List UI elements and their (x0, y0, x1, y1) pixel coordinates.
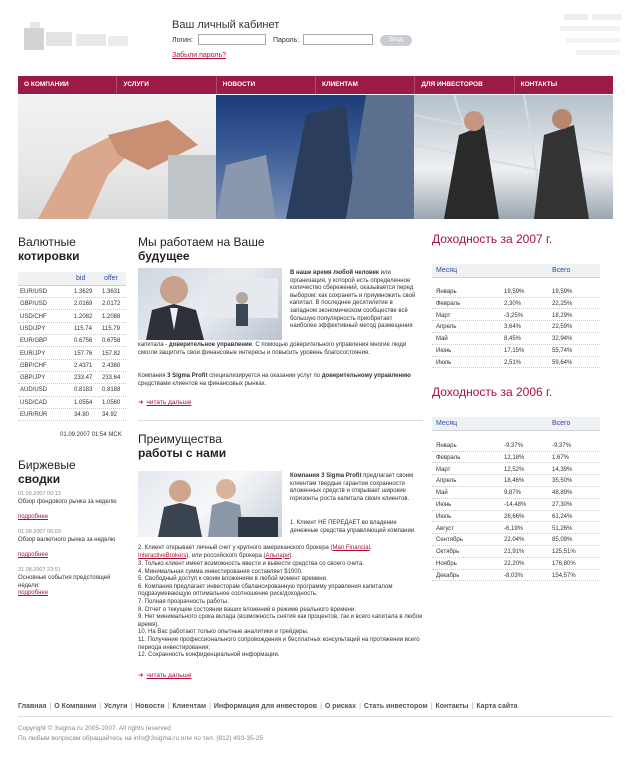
footer-link[interactable]: Главная (18, 703, 47, 710)
yield-value: -9,37% (504, 443, 524, 449)
advantages-title: Преимущества работы с нами (138, 432, 227, 460)
yield-month: Октябрь (436, 549, 460, 556)
handshake-image (18, 95, 216, 219)
yield-row (432, 453, 600, 464)
footer-separator: | (49, 703, 52, 710)
yield-total: 61,24% (552, 513, 573, 520)
future-paragraph-2: Компания 3 Sigma Profit специализируется на оказании услуг по доверительному управлению средствами клиентов на финансовых рынках. (138, 373, 411, 387)
yield-month: Июнь (436, 502, 452, 508)
rates-pair: GBP/CHF (20, 362, 47, 369)
rates-offer: 0.6758 (102, 338, 121, 345)
yield-value: 22,04% (504, 537, 525, 544)
yield-month: Июль (436, 513, 452, 520)
footer-link[interactable]: Стать инвестором (363, 703, 428, 710)
footer-separator: | (471, 703, 474, 710)
rates-offer: 2.4380 (102, 362, 121, 369)
yield-col-month: Месяц (436, 420, 458, 427)
footer-separator: | (167, 703, 170, 710)
footer-link[interactable]: О Компании (54, 703, 97, 710)
footer-divider (18, 716, 613, 717)
yield-total: 176,80% (552, 561, 576, 567)
yield-value: -3,25% (504, 312, 524, 319)
footer-separator: | (99, 703, 102, 710)
footer-link[interactable]: Новости (135, 703, 165, 710)
rates-pair: EUR/JPY (20, 350, 46, 357)
yield-total: 27,30% (552, 502, 573, 508)
main-nav (18, 76, 613, 94)
yield-value: -8,03% (504, 572, 524, 579)
news-text: Обзор валютного рынка за неделю (18, 537, 116, 543)
personal-cabinet-title: Ваш личный кабинет (172, 19, 280, 31)
future-lead: В наше время любой человек или организация, у которой есть определенное количество сбережений, оказывается перед выбором: как сохранить и приумножить свой капитал. В последнее десятилетие в западном экономическом сообществе всё большую популярность приобретает наиболее эффективный метод размещения (290, 270, 416, 330)
news-text: Основные события предстоящей недели: (18, 575, 111, 589)
yield-total: 14,39% (552, 466, 573, 473)
businessman-photo (138, 268, 282, 340)
yield-value: 3,64% (504, 324, 522, 331)
footer-separator: | (320, 703, 322, 710)
yield-value: 9,87% (504, 490, 522, 497)
yield-total: 125,51% (552, 549, 576, 556)
rates-pair: EUR/RUR (20, 412, 48, 418)
nav-item-about[interactable]: О КОМПАНИИ (24, 81, 69, 88)
yield-row (432, 524, 600, 535)
rates-row (18, 349, 126, 360)
yield-month: Сентябрь (436, 537, 463, 544)
yield-month: Март (436, 312, 451, 319)
rates-bid: 1.2082 (74, 313, 93, 320)
rates-bid: 0.6756 (74, 338, 93, 345)
yield-value: 12,52% (504, 466, 525, 473)
yield-total: 1,67% (552, 454, 570, 461)
rates-pair: USD/CAD (20, 399, 48, 406)
yield-month: Май (436, 336, 448, 343)
yield-row (432, 346, 600, 357)
rates-bid: 1.3629 (74, 289, 93, 295)
footer-nav (18, 703, 518, 710)
rates-row (18, 312, 126, 323)
advantages-item: 8. Отчет о текущем состоянии ваших вложений в режиме реального времени. (138, 606, 357, 613)
news-date: 31.08.2007 23:51 (18, 567, 61, 573)
yield-total: 59,64% (552, 359, 573, 366)
company-logo[interactable] (22, 18, 134, 58)
news-date: 01.09.2007 00:13 (18, 491, 61, 497)
rates-row (18, 324, 126, 335)
rates-row (18, 287, 126, 298)
news-more-link[interactable]: подробнее (18, 552, 49, 558)
yield-row (432, 512, 600, 523)
rates-header (18, 272, 126, 286)
advantages-list (138, 561, 423, 660)
news-title: Биржевые сводки (18, 458, 76, 486)
footer-link[interactable]: О рисках (324, 703, 357, 710)
yield-value: 19,59% (504, 289, 525, 295)
header-decoration (556, 14, 626, 58)
advantages-item: 9. Нет минимального срока вклада (возможность снятия как процентов, так и всего капитала в любое время). (138, 614, 423, 628)
rates-offer: 34.92 (102, 412, 118, 418)
yield-total: -9,37% (552, 443, 572, 449)
yield-month: Июль (436, 359, 452, 366)
advantages-item-1: 1. Клиент НЕ ПЕРЕДАЕТ во владение денежные средства управляющей компании. (290, 520, 416, 534)
yield-value: 12,18% (504, 454, 525, 461)
section-divider (138, 420, 423, 421)
rates-row (18, 299, 126, 310)
banner (18, 95, 613, 219)
rates-bid: 0.8183 (74, 387, 93, 394)
rates-bid: 115.74 (74, 325, 92, 332)
rates-offer: 1.3631 (102, 289, 121, 295)
yield-total: 85,09% (552, 537, 573, 544)
team-photo (138, 471, 282, 537)
yield-value: 18,46% (504, 478, 525, 485)
yield-month: Февраль (436, 454, 461, 461)
news-more-link[interactable]: подробнее (18, 590, 49, 596)
forgot-password-link[interactable]: Забыли пароль? (172, 52, 227, 59)
yield-month: Декабрь (436, 572, 460, 579)
yield-value: 2,30% (504, 300, 522, 307)
yield-2007-header (432, 264, 600, 278)
yield-row (432, 441, 600, 452)
advantages-item: 4. Минимальная сумма инвестирования составляет $1000. (138, 568, 303, 575)
yield-row (432, 465, 600, 476)
rates-row (18, 398, 126, 409)
rates-title: Валютные котировки (18, 235, 80, 263)
yield-col-total: Всего (552, 420, 571, 427)
copyright: Copyright © 3sigma.ru 2005-2007. All rights reserved (18, 725, 171, 732)
yield-total: 48,89% (552, 490, 573, 497)
rates-row (18, 373, 126, 384)
advantages-item-2: 2. Клиент открывает личный счет у крупного американского брокера (Man Financial, InteractiveBrokers), или российского брокера (Альпари). (138, 545, 372, 559)
yield-month: Апрель (436, 478, 457, 485)
yield-row (432, 287, 600, 298)
interactivebrokers-link[interactable]: InteractiveBrokers (138, 552, 187, 559)
yield-row (432, 500, 600, 511)
yield-total: 51,26% (552, 525, 573, 532)
yield-row (432, 476, 600, 487)
rates-offer: 1.2088 (102, 313, 121, 320)
yield-total: 19,59% (552, 289, 573, 295)
alpari-link[interactable]: Альпари (265, 552, 290, 559)
advantages-item: 7. Полная прозрачность работы. (138, 598, 229, 605)
rates-pair: USD/CHF (20, 313, 47, 320)
rates-bid: 34.80 (74, 412, 90, 418)
footer-link[interactable]: Услуги (104, 703, 128, 710)
yield-row (432, 488, 600, 499)
password-input[interactable] (303, 34, 373, 45)
rates-bid: 2.0169 (74, 301, 93, 308)
yield-total: 18,29% (552, 312, 573, 319)
footer-link[interactable]: Клиентам (172, 703, 207, 710)
nav-item-services[interactable]: УСЛУГИ (116, 76, 215, 94)
rates-pair: USD/JPY (20, 325, 46, 332)
yield-row (432, 535, 600, 546)
rates-col-offer: offer (104, 275, 118, 282)
rates-date: 01.09.2007 01:54 MCK (60, 432, 122, 438)
nav-item-investors[interactable]: ДЛЯ ИНВЕСТОРОВ (414, 76, 513, 94)
yield-month: Май (436, 490, 448, 497)
footer-link[interactable]: Информация для инвесторов (213, 703, 318, 710)
rates-pair: EUR/USD (20, 289, 48, 295)
footer-separator: | (359, 703, 361, 710)
rates-pair: GBP/JPY (20, 375, 46, 382)
yield-row (432, 311, 600, 322)
rates-pair: AUD/USD (20, 387, 48, 394)
yield-total: 32,94% (552, 336, 573, 343)
future-title: Мы работаем на Ваше будущее (138, 235, 265, 263)
login-input[interactable] (198, 34, 266, 45)
rates-offer: 2.0172 (102, 301, 121, 308)
footer-separator: | (209, 703, 211, 710)
skyscrapers-image (216, 95, 414, 219)
business-handshake-image (414, 95, 613, 219)
yield-value: -6,19% (504, 525, 524, 532)
yield-row (432, 547, 600, 558)
yield-value: 21,91% (504, 549, 525, 556)
nav-item-news[interactable]: НОВОСТИ (216, 76, 315, 94)
rates-offer: 1.0560 (102, 399, 121, 406)
footer-separator: | (130, 703, 133, 710)
yield-value: 17,15% (504, 348, 525, 354)
advantages-item: 11. Получение профессионального сопровождения и бесплатных консультаций на протяжении всего периода инвестирования; (138, 636, 420, 651)
yield-value: 26,66% (504, 513, 525, 520)
yield-row (432, 299, 600, 310)
yield-month: Февраль (436, 300, 461, 307)
yield-value: 8,45% (504, 336, 522, 343)
arrow-right-icon: ➜ (138, 399, 144, 406)
rates-row (18, 336, 126, 347)
yield-col-month: Месяц (436, 267, 458, 274)
future-read-more-link[interactable]: ➜ читать дальше (138, 399, 192, 406)
yield-row (432, 559, 600, 570)
advantages-read-more-link[interactable]: ➜ читать дальше (138, 672, 192, 679)
advantages-item: 3. Только клиент имеет возможность ввести и вывести средства со своего счета. (138, 561, 364, 567)
rates-row (18, 361, 126, 372)
rates-pair: EUR/GBP (20, 338, 48, 345)
future-paragraph-1: капитала - доверительное управление. С помощью доверительного управления многие люди смогли защитить свои финансовые интересы и повысить уровень благосостояния. (138, 342, 407, 356)
yield-value: 2,51% (504, 359, 522, 366)
footer-contacts: По любым вопросам обращайтесь на info@3sigma.ru или по тел. (812) 493-35-25 (18, 735, 263, 742)
advantages-item: 10. На Вас работают только опытные аналитики и трейдеры. (138, 629, 309, 636)
login-label: Логин: (172, 37, 193, 44)
yield-2006-title: Доходность за 2006 г. (432, 385, 553, 399)
yield-row (432, 334, 600, 345)
rates-bid: 1.0554 (74, 399, 93, 406)
arrow-right-icon: ➜ (138, 672, 144, 679)
news-more-link[interactable]: подробнее (18, 514, 49, 520)
rates-col-bid: bid (76, 275, 86, 282)
yield-total: 154,57% (552, 572, 576, 579)
rates-offer: 233.64 (102, 375, 121, 382)
advantages-item: 12. Сохранность конфиденциальной информации. (138, 652, 280, 659)
yield-month: Январь (436, 289, 457, 295)
advantages-lead: Компания 3 Sigma Profit предлагает своим клиентам твердые гарантии сохранности вложенных средств и открывает широкие горизонты роста капитала своих клиентов. (290, 473, 414, 502)
yield-value: 22,20% (504, 561, 525, 567)
rates-bid: 233.47 (74, 375, 93, 382)
footer-link[interactable]: Карта сайта (476, 703, 518, 710)
nav-item-clients[interactable]: КЛИЕНТАМ (315, 76, 414, 94)
yield-total: 55,74% (552, 348, 573, 354)
login-button[interactable]: Вход (380, 35, 412, 46)
rates-offer: 0.8188 (102, 387, 121, 394)
rates-offer: 115.79 (102, 325, 120, 332)
yield-row (432, 571, 600, 582)
yield-month: Март (436, 466, 451, 473)
news-date: 01.09.2007 00:03 (18, 529, 61, 535)
yield-value: -14,48% (504, 502, 527, 508)
yield-total: 22,59% (552, 324, 573, 331)
news-text: Обзор фондового рынка за неделю (18, 499, 117, 505)
footer-link[interactable]: Контакты (435, 703, 469, 710)
password-label: Пароль: (273, 37, 300, 44)
yield-col-total: Всего (552, 267, 571, 274)
rates-pair: GBP/USD (20, 301, 48, 308)
rates-row (18, 385, 126, 396)
rates-row (18, 410, 126, 421)
yield-row (432, 358, 600, 369)
nav-item-contacts[interactable]: КОНТАКТЫ (514, 76, 613, 94)
yield-row (432, 322, 600, 333)
footer-separator: | (430, 703, 433, 710)
yield-month: Июнь (436, 348, 452, 354)
rates-bid: 2.4371 (74, 362, 93, 369)
yield-month: Август (436, 525, 455, 532)
advantages-item: 5. Свободный доступ к своим вложениям в любой момент времени. (138, 576, 328, 583)
yield-month: Ноябрь (436, 561, 457, 567)
man-financial-link[interactable]: Man Financial (332, 545, 370, 551)
yield-total: 22,25% (552, 300, 573, 307)
yield-total: 35,50% (552, 478, 573, 485)
rates-offer: 157.82 (102, 350, 121, 357)
yield-month: Апрель (436, 324, 457, 331)
yield-month: Январь (436, 443, 457, 449)
rates-bid: 157.76 (74, 350, 93, 357)
yield-2006-header (432, 417, 600, 431)
yield-2007-title: Доходность за 2007 г. (432, 232, 553, 246)
advantages-item: 6. Компания предлагает инвесторам сбалансированную программу управления капиталом подразумевающую оптимальное соотношение риск/доходность. (138, 583, 393, 598)
